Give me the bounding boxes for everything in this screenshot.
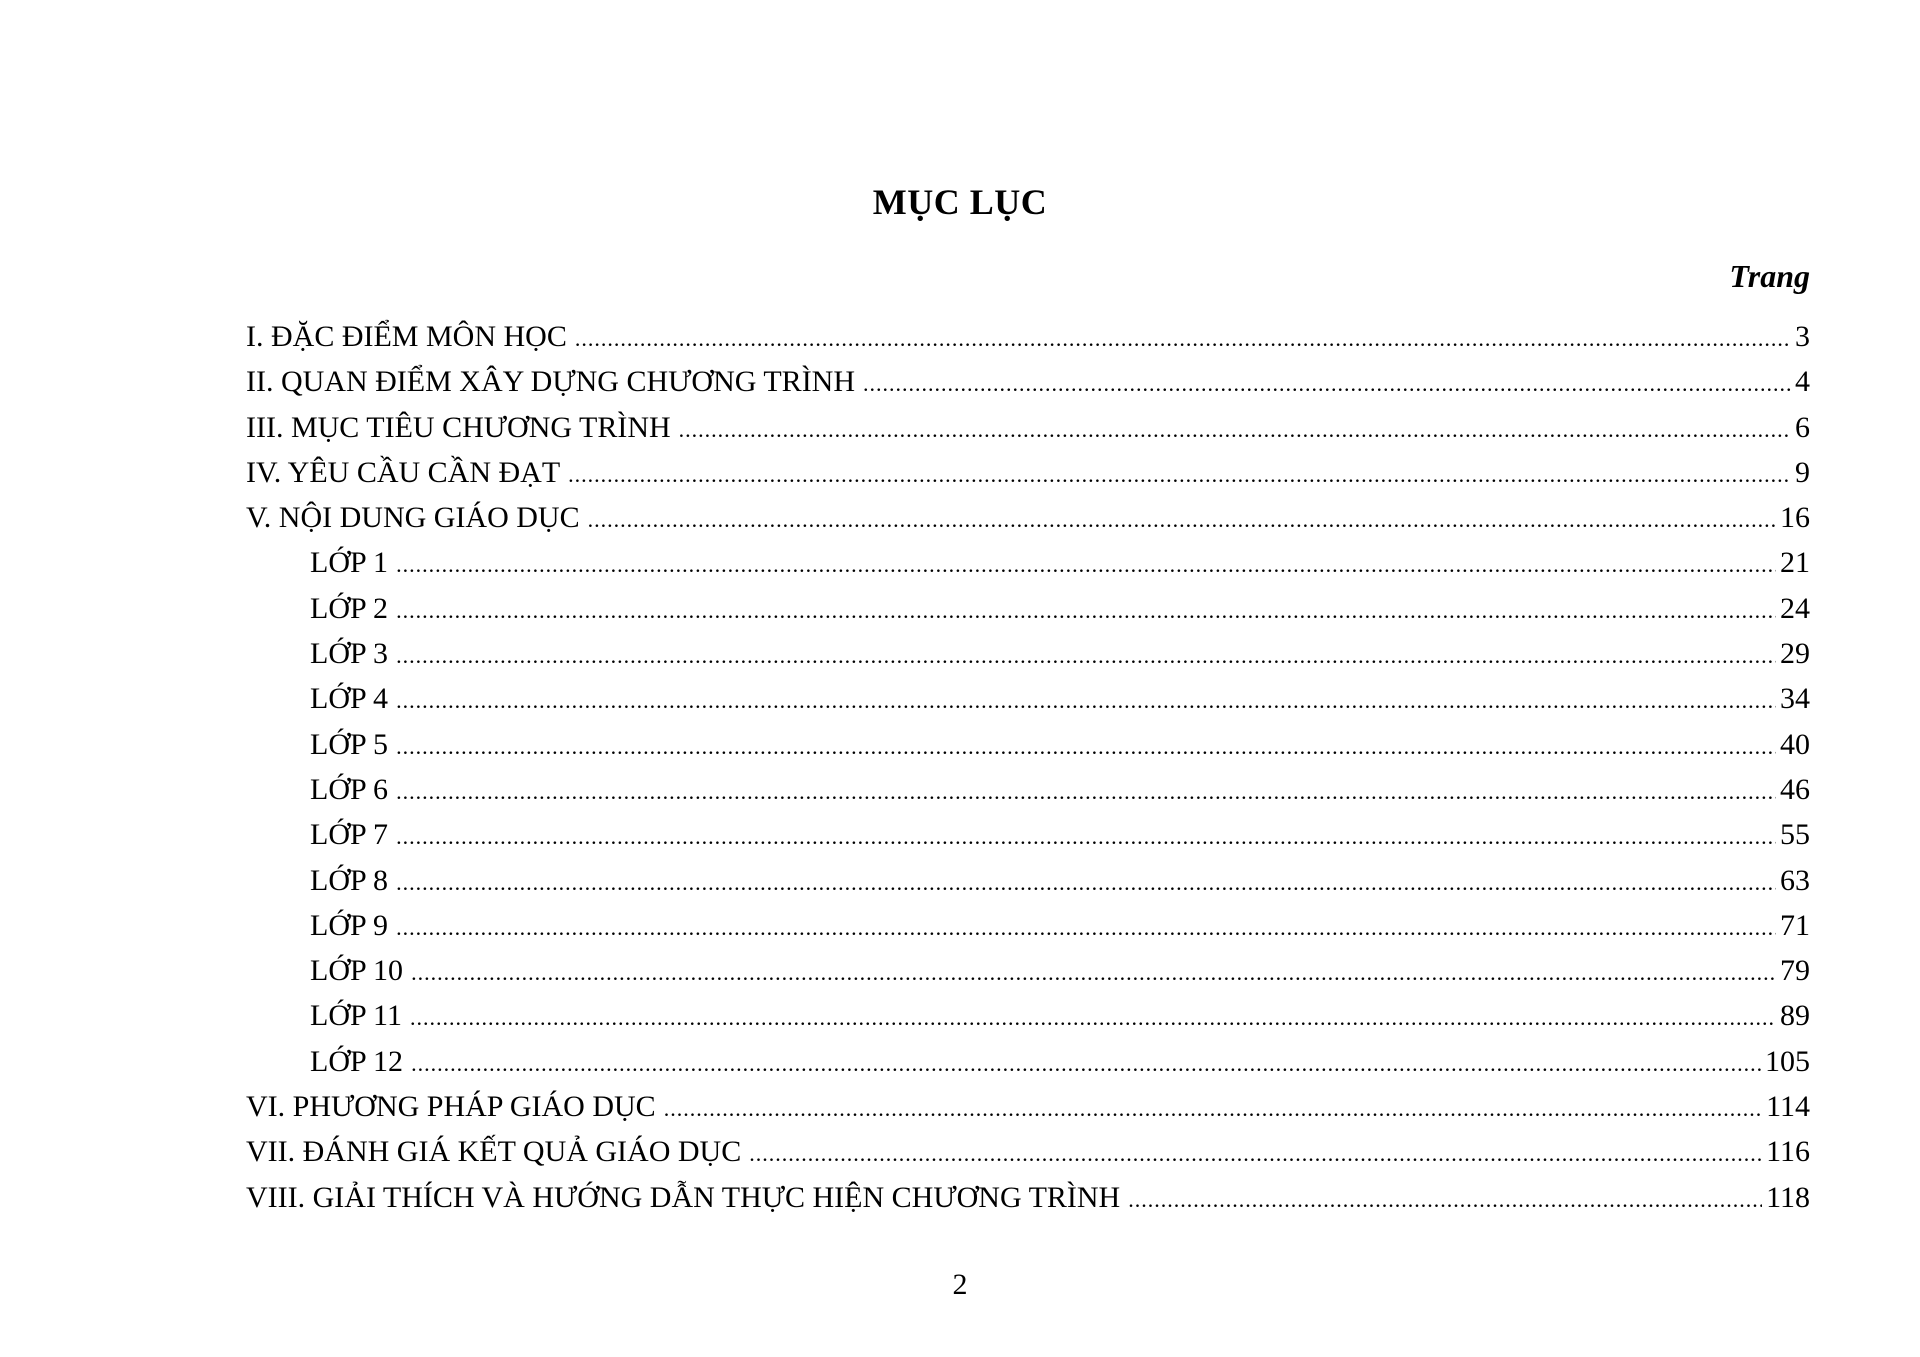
toc-entry-page: 3: [1795, 320, 1810, 353]
toc-entry-page: 118: [1766, 1180, 1810, 1214]
toc-entry-label: LỚP 5: [310, 727, 389, 761]
toc-entry-label: VI. PHƯƠNG PHÁP GIÁO DỤC: [246, 1090, 656, 1124]
toc-entry[interactable]: [246, 405, 1810, 450]
toc-entry-label: II. QUAN ĐIỂM XÂY DỰNG CHƯƠNG TRÌNH: [246, 365, 856, 399]
toc-entry-page: 16: [1780, 501, 1810, 535]
toc-entry-label: LỚP 9: [310, 908, 389, 942]
toc-entry-page: 89: [1780, 999, 1810, 1033]
toc-entry-page: 34: [1780, 682, 1810, 716]
dot-leader: [410, 995, 1776, 1040]
toc-entry-label: I. ĐẶC ĐIỂM MÔN HỌC: [246, 320, 567, 353]
toc-entry-label: VII. ĐÁNH GIÁ KẾT QUẢ GIÁO DỤC: [246, 1135, 742, 1169]
toc-entry-label: LỚP 11: [310, 999, 402, 1033]
dot-leader: [679, 407, 1791, 452]
toc-subentry[interactable]: [246, 903, 1810, 948]
toc-entry-label: LỚP 2: [310, 591, 389, 625]
toc-entry-page: 105: [1765, 1044, 1810, 1078]
dot-leader: [396, 588, 1776, 633]
toc-entry[interactable]: [246, 359, 1810, 404]
dot-leader: [568, 452, 1791, 497]
toc-entry-label: V. NỘI DUNG GIÁO DỤC: [246, 501, 580, 535]
toc-subentry[interactable]: [246, 722, 1810, 767]
toc-entry-label: LỚP 4: [310, 682, 389, 716]
page-title: MỤC LỤC: [872, 182, 1048, 222]
toc-entry-label: IV. YÊU CẦU CẦN ĐẠT: [246, 455, 561, 489]
dot-leader: [396, 678, 1776, 723]
page-column-header: Trang: [1729, 258, 1810, 294]
toc-subentry[interactable]: [246, 1039, 1810, 1084]
dot-leader: [396, 724, 1776, 769]
toc-subentry[interactable]: [246, 767, 1810, 812]
toc-entry[interactable]: [246, 495, 1810, 540]
toc-entry-page: 46: [1780, 772, 1810, 806]
toc-entry-page: 71: [1780, 908, 1810, 942]
toc-entry-label: LỚP 8: [310, 863, 389, 897]
dot-leader: [411, 1041, 1761, 1086]
dot-leader: [396, 542, 1776, 587]
dot-leader: [575, 316, 1791, 361]
toc-subentry[interactable]: [246, 948, 1810, 993]
toc-entry-label: VIII. GIẢI THÍCH VÀ HƯỚNG DẪN THỰC HIỆN CHƯƠNG TRÌNH: [246, 1180, 1121, 1214]
dot-leader: [749, 1131, 1762, 1176]
dot-leader: [396, 633, 1776, 678]
toc-entry-page: 114: [1766, 1090, 1810, 1124]
dot-leader: [863, 361, 1791, 406]
toc-subentry[interactable]: [246, 540, 1810, 585]
toc-entry[interactable]: [246, 314, 1810, 359]
toc-subentry[interactable]: [246, 631, 1810, 676]
toc-entry[interactable]: [246, 1175, 1810, 1220]
dot-leader: [588, 497, 1776, 542]
toc-entry-page: 4: [1795, 365, 1810, 399]
toc-entry-label: LỚP 10: [310, 954, 404, 988]
toc-subentry[interactable]: [246, 993, 1810, 1038]
dot-leader: [411, 950, 1776, 995]
dot-leader: [1128, 1177, 1762, 1222]
toc-entry-label: III. MỤC TIÊU CHƯƠNG TRÌNH: [246, 410, 671, 444]
toc-entry-page: 79: [1780, 954, 1810, 988]
toc-entry-page: 24: [1780, 591, 1810, 625]
toc-entry-label: LỚP 6: [310, 772, 389, 806]
toc-entry-page: 116: [1766, 1135, 1810, 1169]
toc-entry-label: LỚP 3: [310, 637, 389, 671]
toc-subentry[interactable]: [246, 676, 1810, 721]
toc-entry-page: 40: [1780, 727, 1810, 761]
dot-leader: [664, 1086, 1762, 1131]
toc-entry-label: LỚP 1: [310, 546, 389, 580]
toc-entry-label: LỚP 7: [310, 818, 389, 852]
toc-entry-page: 6: [1795, 410, 1810, 444]
toc-entry[interactable]: [246, 450, 1810, 495]
toc-subentry[interactable]: [246, 858, 1810, 903]
dot-leader: [396, 814, 1776, 859]
toc-entry[interactable]: [246, 1129, 1810, 1174]
table-of-contents: [246, 314, 1810, 1220]
toc-entry-page: 55: [1780, 818, 1810, 852]
toc-entry-page: 21: [1780, 546, 1810, 580]
toc-entry-page: 29: [1780, 637, 1810, 671]
toc-subentry[interactable]: [246, 586, 1810, 631]
dot-leader: [396, 769, 1776, 814]
dot-leader: [396, 860, 1776, 905]
toc-entry-page: 63: [1780, 863, 1810, 897]
toc-entry[interactable]: [246, 1084, 1810, 1129]
dot-leader: [396, 905, 1776, 950]
page-number: 2: [952, 1268, 968, 1301]
toc-subentry[interactable]: [246, 812, 1810, 857]
toc-entry-label: LỚP 12: [310, 1044, 404, 1078]
toc-entry-page: 9: [1795, 455, 1810, 489]
